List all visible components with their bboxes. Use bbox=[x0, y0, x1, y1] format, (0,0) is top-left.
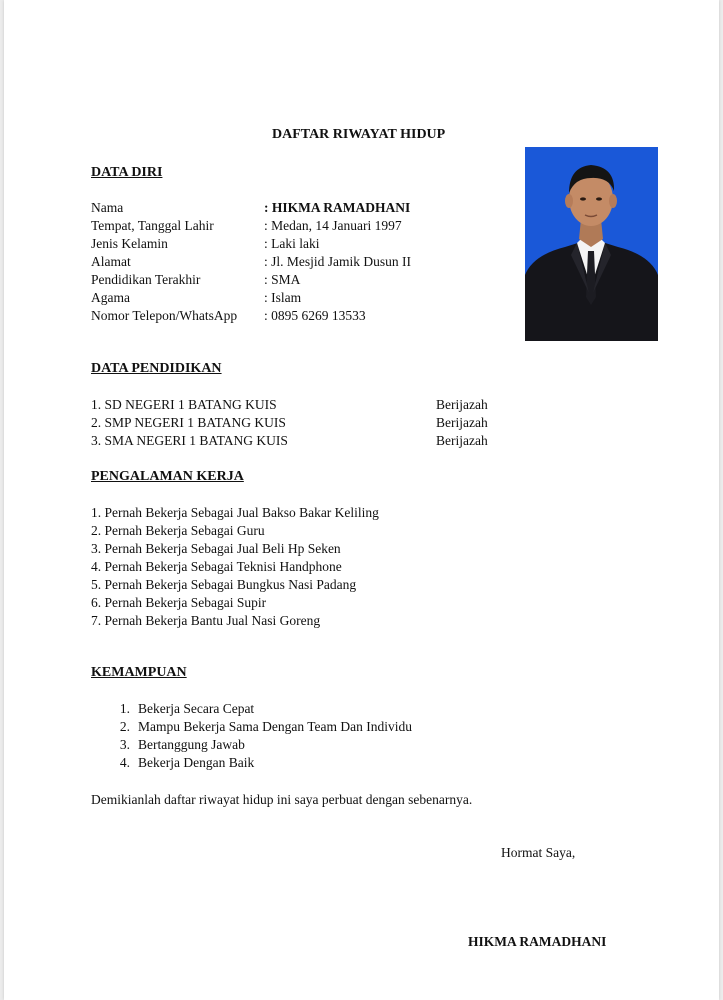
section-heading-kemampuan: KEMAMPUAN bbox=[91, 665, 187, 680]
section-heading-data-diri: DATA DIRI bbox=[91, 165, 163, 180]
section-heading-data-pendidikan: DATA PENDIDIKAN bbox=[91, 361, 222, 376]
field-label-jenis-kelamin: Jenis Kelamin bbox=[91, 236, 168, 251]
profile-photo bbox=[525, 147, 658, 341]
skill-item bbox=[110, 701, 254, 717]
field-label-telepon: Nomor Telepon/WhatsApp bbox=[91, 308, 238, 323]
field-label-alamat: Alamat bbox=[91, 254, 131, 269]
skill-text: Bekerja Dengan Baik bbox=[138, 755, 255, 770]
experience-item: 4. Pernah Bekerja Sebagai Teknisi Handphone bbox=[91, 559, 342, 574]
experience-item: 5. Pernah Bekerja Sebagai Bungkus Nasi Padang bbox=[91, 577, 357, 592]
field-value-alamat: : Jl. Mesjid Jamik Dusun II bbox=[264, 254, 411, 269]
skill-number: 2. bbox=[119, 719, 130, 734]
skill-text: Mampu Bekerja Sama Dengan Team Dan Individu bbox=[138, 719, 412, 734]
education-status: Berijazah bbox=[436, 433, 488, 448]
experience-item: 6. Pernah Bekerja Sebagai Supir bbox=[91, 595, 267, 610]
field-label-ttl: Tempat, Tanggal Lahir bbox=[91, 218, 214, 233]
field-label-nama: Nama bbox=[91, 200, 124, 215]
experience-item: 7. Pernah Bekerja Bantu Jual Nasi Goreng bbox=[91, 613, 321, 628]
document-title: DAFTAR RIWAYAT HIDUP bbox=[272, 127, 446, 142]
skill-item bbox=[110, 755, 254, 771]
field-value-agama: : Islam bbox=[264, 290, 302, 305]
skill-text: Bekerja Secara Cepat bbox=[138, 701, 255, 716]
education-item: 2. SMP NEGERI 1 BATANG KUIS bbox=[91, 415, 286, 430]
experience-item: 2. Pernah Bekerja Sebagai Guru bbox=[91, 523, 265, 538]
field-label-agama: Agama bbox=[91, 290, 130, 305]
document-page bbox=[4, 0, 719, 1000]
skill-item bbox=[110, 737, 245, 753]
person-photo-icon bbox=[525, 147, 658, 341]
field-value-jenis-kelamin: : Laki laki bbox=[264, 236, 320, 251]
field-value-pendidikan: : SMA bbox=[264, 272, 301, 287]
skill-text: Bertanggung Jawab bbox=[138, 737, 245, 752]
field-value-ttl: : Medan, 14 Januari 1997 bbox=[264, 218, 402, 233]
regards-text: Hormat Saya, bbox=[501, 845, 576, 860]
education-item: 1. SD NEGERI 1 BATANG KUIS bbox=[91, 397, 277, 412]
skill-number: 4. bbox=[119, 755, 130, 770]
experience-item: 1. Pernah Bekerja Sebagai Jual Bakso Bakar Keliling bbox=[91, 505, 379, 520]
skill-item bbox=[110, 719, 412, 735]
closing-statement: Demikianlah daftar riwayat hidup ini saya perbuat dengan sebenarnya. bbox=[91, 792, 473, 807]
signature-name: HIKMA RAMADHANI bbox=[468, 934, 607, 949]
skill-number: 3. bbox=[119, 737, 130, 752]
section-heading-pengalaman-kerja: PENGALAMAN KERJA bbox=[91, 469, 244, 484]
field-value-telepon: : 0895 6269 13533 bbox=[264, 308, 366, 323]
field-value-nama: : HIKMA RAMADHANI bbox=[264, 200, 411, 215]
education-item: 3. SMA NEGERI 1 BATANG KUIS bbox=[91, 433, 288, 448]
education-status: Berijazah bbox=[436, 415, 488, 430]
education-status: Berijazah bbox=[436, 397, 488, 412]
skill-number: 1. bbox=[119, 701, 130, 716]
experience-item: 3. Pernah Bekerja Sebagai Jual Beli Hp Seken bbox=[91, 541, 341, 556]
field-label-pendidikan: Pendidikan Terakhir bbox=[91, 272, 201, 287]
